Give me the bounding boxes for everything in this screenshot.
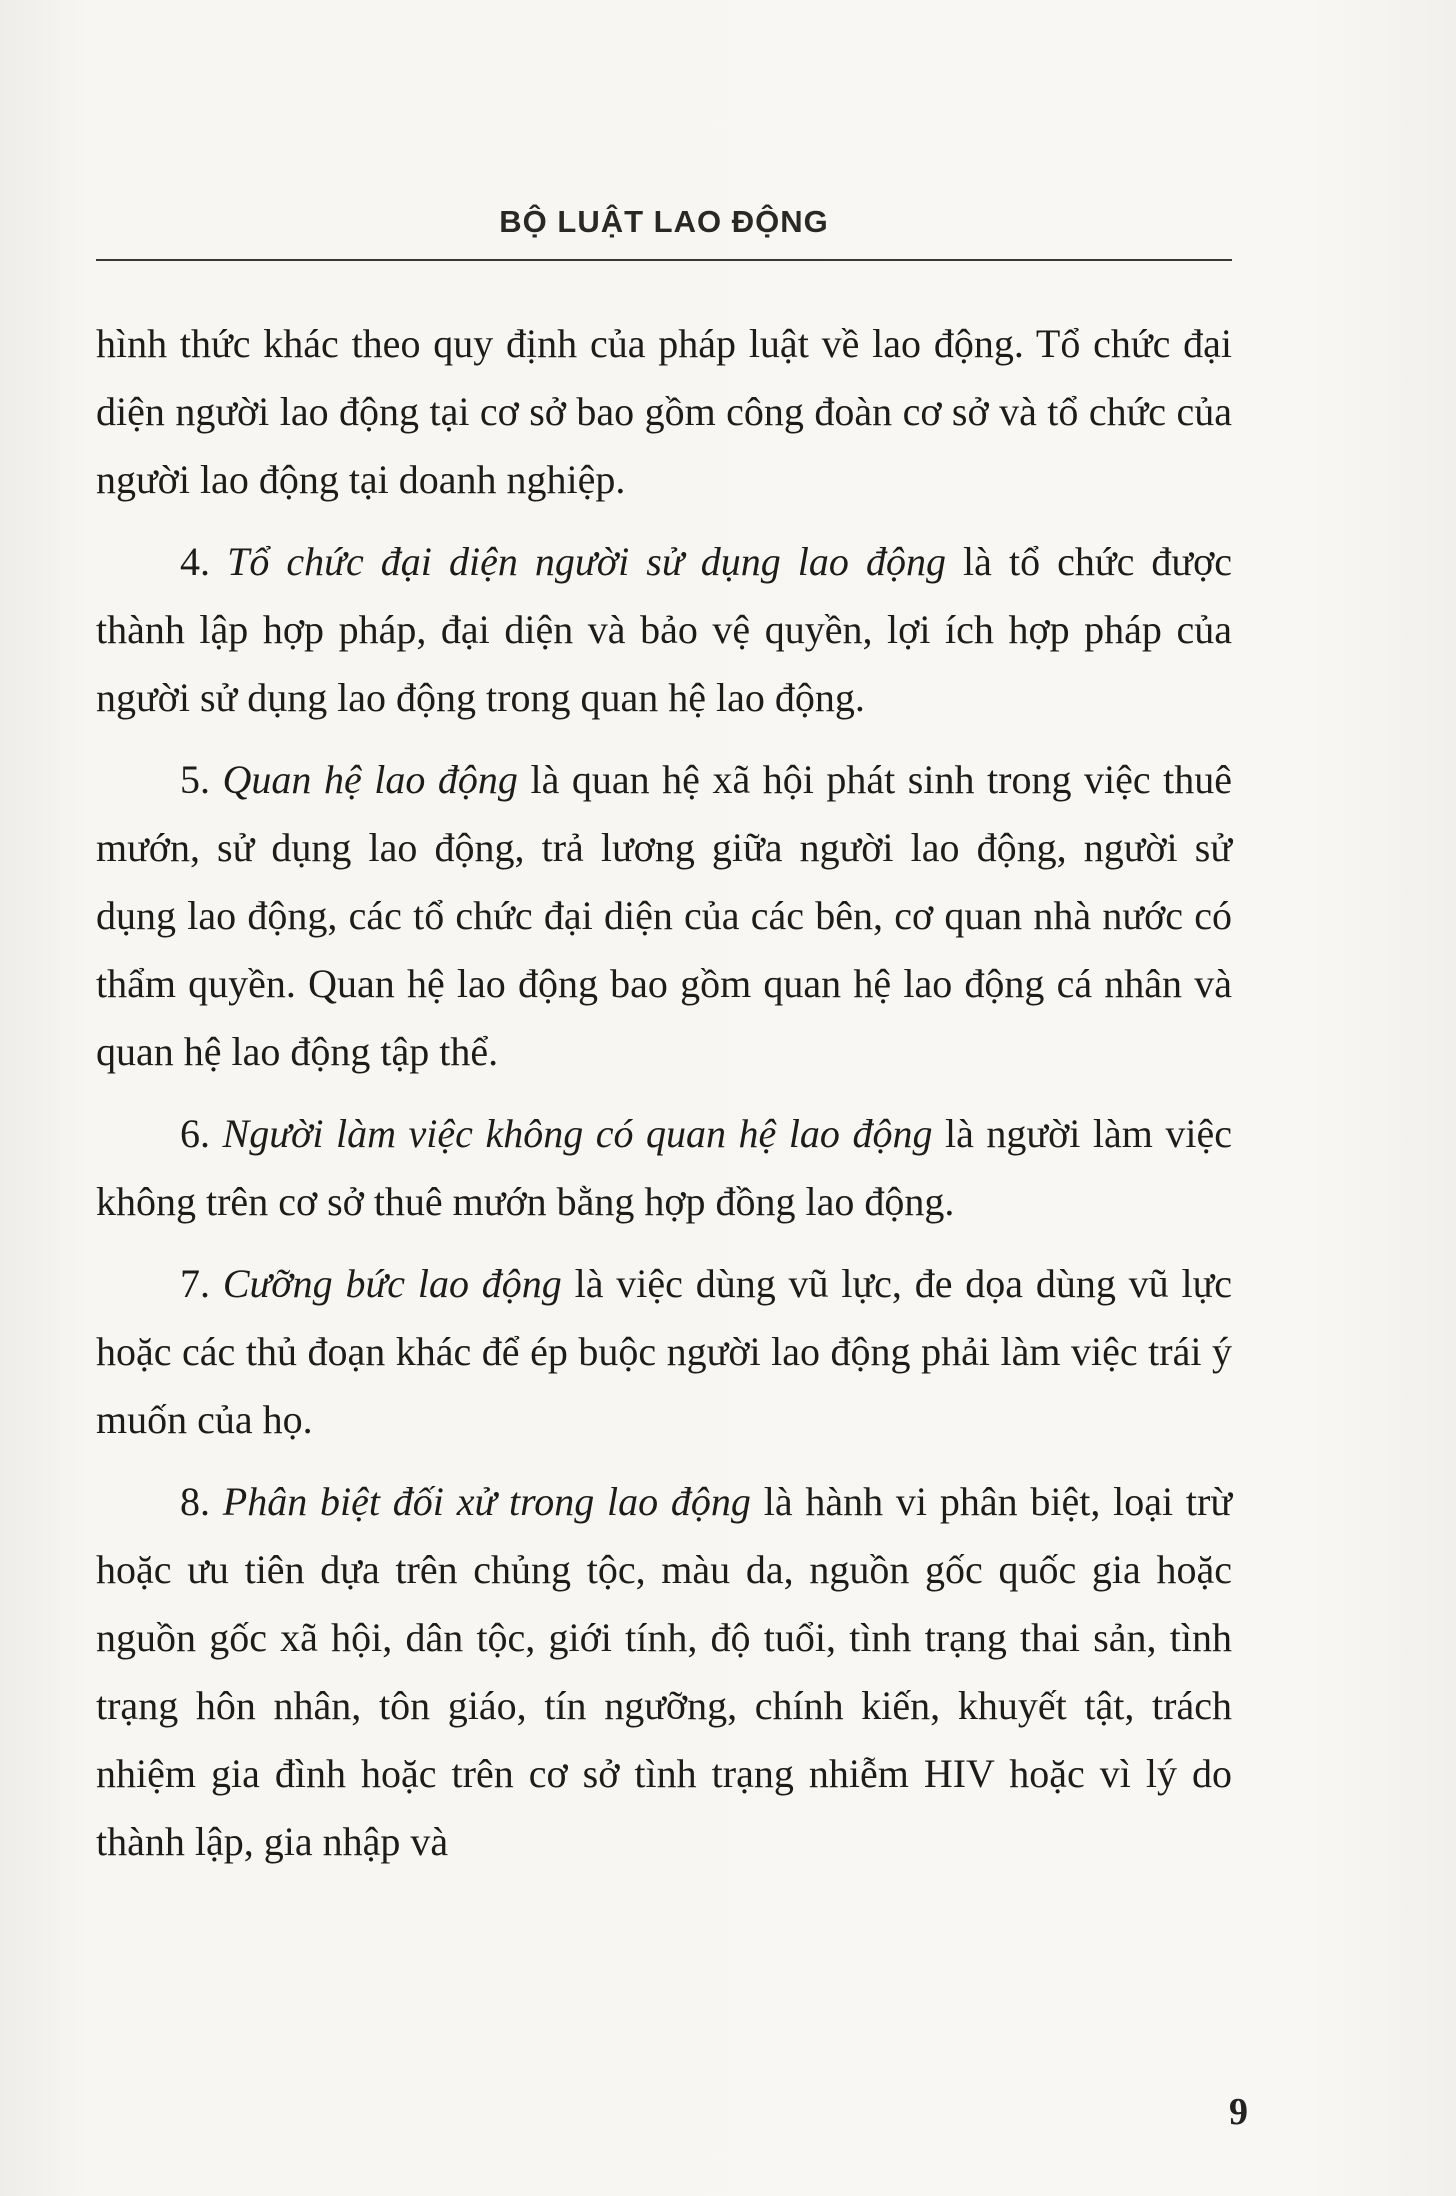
definition-text: là hành vi phân biệt, loại trừ hoặc ưu tiên dựa trên chủng tộc, màu da, nguồn gốc quốc gia hoặc nguồn gốc xã hội, dân tộc, giới tính, độ tuổi, tình trạng thai sản, tình trạng hôn nhân, tôn giáo, tín ngưỡng, chính kiến, khuyết tật, trách nhiệm gia đình hoặc trên cơ sở tình trạng nhiễm HIV hoặc vì lý do thành lập, gia nhập và	[96, 1479, 1233, 1864]
paragraph-definition-6	[96, 1100, 1232, 1236]
page-number: 9	[1229, 2091, 1248, 2133]
running-title: BỘ LUẬT LAO ĐỘNG	[499, 204, 829, 239]
clause-number: 4.	[180, 539, 210, 584]
paragraph-definition-7	[96, 1250, 1232, 1454]
paragraph-definition-8	[96, 1468, 1232, 1876]
header-rule	[96, 259, 1232, 261]
defined-term: Quan hệ lao động	[222, 757, 518, 802]
paragraph-continuation	[96, 310, 1232, 514]
defined-term: Người làm việc không có quan hệ lao động	[222, 1111, 933, 1156]
paragraph-text: hình thức khác theo quy định của pháp luật về lao động. Tổ chức đại diện người lao động tại cơ sở bao gồm công đoàn cơ sở và tổ chức của người lao động tại doanh nghiệp.	[96, 321, 1232, 502]
clause-number: 5.	[180, 757, 210, 802]
clause-number: 7.	[180, 1261, 210, 1306]
defined-term: Phân biệt đối xử trong lao động	[222, 1479, 751, 1524]
clause-number: 6.	[180, 1111, 210, 1156]
definition-text: là người làm việc không trên cơ sở thuê mướn bằng hợp đồng lao động.	[96, 1111, 1232, 1224]
paragraph-definition-4	[96, 528, 1232, 732]
defined-term: Cưỡng bức lao động	[222, 1261, 562, 1306]
definition-text: là quan hệ xã hội phát sinh trong việc thuê mướn, sử dụng lao động, trả lương giữa người lao động, người sử dụng lao động, các tổ chức đại diện của các bên, cơ quan nhà nước có thẩm quyền. Quan hệ lao động bao gồm quan hệ lao động cá nhân và quan hệ lao động tập thể.	[96, 757, 1233, 1074]
definition-text: là việc dùng vũ lực, đe dọa dùng vũ lực hoặc các thủ đoạn khác để ép buộc người lao động phải làm việc trái ý muốn của họ.	[96, 1261, 1232, 1442]
clause-number: 8.	[180, 1479, 210, 1524]
body-text	[96, 310, 1232, 1890]
defined-term: Tổ chức đại diện người sử dụng lao động	[227, 539, 946, 584]
paragraph-definition-5	[96, 746, 1232, 1086]
definition-text: là tổ chức được thành lập hợp pháp, đại diện và bảo vệ quyền, lợi ích hợp pháp của người sử dụng lao động trong quan hệ lao động.	[96, 539, 1233, 720]
